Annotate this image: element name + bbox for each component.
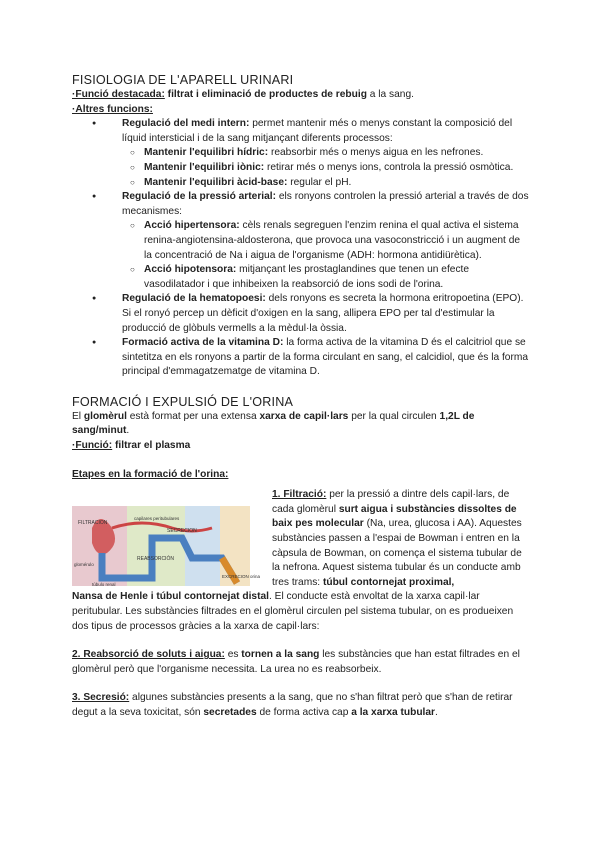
- label-reabsorcion: REABSORCIÓN: [137, 556, 174, 563]
- list-item: ● Formació activa de la vitamina D: la forma activa de la vitamina D és el calcitriol que se sintetitza en els ronyons a partir de la forma circulant en sang, el calcidiol, que és la forma principal d'emmagatzematge de vitamina D.: [72, 336, 530, 380]
- filtration-paragraph: 1. Filtració: per la pressió a dintre dels capil·lars, de cada glomèrul surt aigua i substàncies dissoltes de baix pes molecular (Na, urea, glucosa i AA). Aquestes substàncies passen a l'espai de Bowman i entren en la càpsula de Bowman, on comença el sistema tubular de la nefrona. Aquest sistema tubular és un conducte amb tres trams: túbul contornejat proximal,: [272, 489, 522, 588]
- filtration-continuation: Nansa de Henle i túbul contornejat distal. El conducte està envoltat de la xarxa capil·lar peritubular. Les substàncies filtrades en el glomèrul circulen pel sistema tubular, on es produeixen dos tipus de processos gràcies a la xarxa de capil·lars:: [72, 591, 514, 632]
- label-excrecion: EXCRECION orina: [222, 574, 261, 580]
- nephron-diagram: [72, 498, 267, 588]
- label-capilares: capilares peritubulares: [134, 516, 180, 522]
- reabsorption-paragraph: 2. Reabsorció de soluts i aigua: es tornen a la sang les substàncies que han estat filtrades en el glomèrul però que l'organisme necessita. La urea no es reabsorbeix.: [72, 649, 520, 675]
- nephron-diagram-svg: [72, 498, 267, 588]
- list-item: ○ Acció hipotensora: mitjançant les prostaglandines que tenen un efecte vasodilatador i que inhibeixen la reabsorció de ions sodi de l'orina.: [72, 263, 530, 292]
- section-title: FORMACIÓ I EXPULSIÓ DE L'ORINA: [72, 394, 294, 409]
- label-secrecion: SECRECION: [167, 528, 197, 535]
- list-item: ● Regulació de la hematopoesi: dels ronyons es secreta la hormona eritropoetina (EPO). Si el ronyó percep un dèficit d'oxigen en la sang, allipera EPO per tal d'estimular la producció de glòbuls vermells a la mèdul·la òssia.: [72, 292, 530, 336]
- main-function: ·Funció destacada: filtrat i eliminació de productes de rebuig a la sang.: [72, 89, 414, 100]
- label-tubulo: túbulo renal: [92, 582, 116, 588]
- label-filtracion: FILTRACION: [78, 520, 108, 527]
- functions-list: [72, 117, 530, 380]
- stages-heading: Etapes en la formació de l'orina:: [72, 468, 229, 480]
- list-item: ● Regulació del medi intern: permet mantenir més o menys constant la composició del líquid intersticial i de la sang mitjançant diferents processos:: [72, 117, 530, 146]
- function-line: ·Funció: filtrar el plasma: [72, 440, 191, 452]
- other-functions-label: ·Altres funcions:: [72, 103, 153, 115]
- page-title: FISIOLOGIA DE L'APARELL URINARI: [72, 73, 294, 87]
- list-item: ○ Mantenir l'equilibri iònic: retirar més o menys ions, controla la pressió osmòtica.: [72, 161, 530, 176]
- label-glomerulo: glomérulo: [74, 562, 94, 568]
- list-item: ● Regulació de la pressió arterial: els ronyons controlen la pressió arterial a través de dos mecanismes:: [72, 190, 530, 219]
- secretion-paragraph: 3. Secresió: algunes substàncies presents a la sang, que no s'han filtrat però que s'han de retirar degut a la seva toxicitat, són secretades de forma activa cap a la xarxa tubular.: [72, 692, 513, 718]
- document-page: [72, 72, 530, 721]
- glomerul-paragraph: El glomèrul està format per una extensa xarxa de capil·lars per la qual circulen 1,2L de sang/minut.: [72, 410, 475, 437]
- list-item: ○ Mantenir l'equilibri hídric: reabsorbir més o menys aigua en les nefrones.: [72, 146, 530, 161]
- list-item: ○ Acció hipertensora: cèls renals segreguen l'enzim renina el qual activa el sistema renina-angiotensina-aldosterona, que provoca una vasoconstricció i un augment de la concentració de Na i aigua de l'organisme (ADH: hormona antidiürètica).: [72, 219, 530, 263]
- list-item: ○ Mantenir l'equilibri àcid-base: regular el pH.: [72, 176, 530, 191]
